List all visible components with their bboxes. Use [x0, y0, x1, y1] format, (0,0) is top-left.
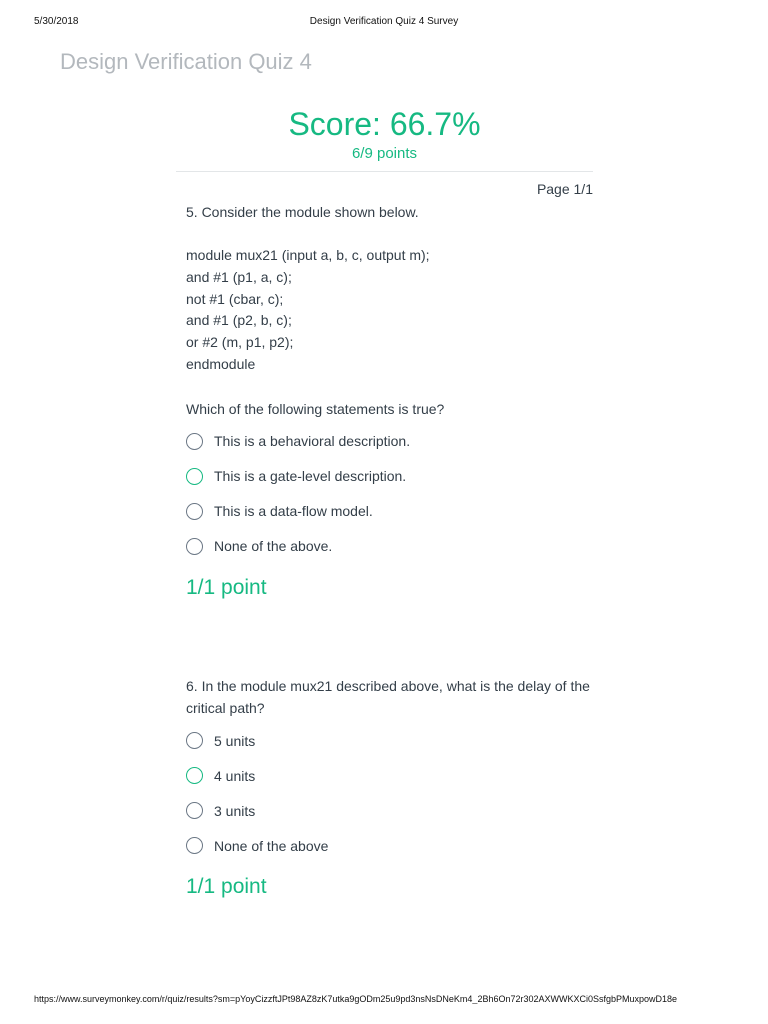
answer-option[interactable]	[186, 828, 596, 863]
print-page-title: Design Verification Quiz 4 Survey	[309, 16, 459, 27]
code-line: module mux21 (input a, b, c, output m);	[186, 247, 430, 263]
survey-title: Design Verification Quiz 4	[60, 49, 312, 74]
answer-option[interactable]	[186, 494, 596, 529]
answer-option-label: This is a behavioral description.	[214, 433, 411, 450]
footer-url: https://www.surveymonkey.com/r/quiz/results?sm=pYoyCizzftJPt98AZ8zK7utka9gODm25u9pd3nsNsDNeKm4_2Bh6On72r302AXWWKXCi0SsfgbPMuxpowD18e	[34, 994, 678, 1004]
radio-button[interactable]	[186, 837, 203, 854]
divider	[176, 171, 593, 172]
question-5-result: 1/1 point	[186, 575, 267, 599]
question-6-result: 1/1 point	[186, 875, 267, 898]
code-line: endmodule	[186, 355, 256, 372]
radio-button[interactable]	[186, 732, 203, 749]
score-percentage: Score: 66.7%	[288, 106, 481, 142]
answer-option-correct[interactable]	[186, 459, 596, 494]
score-points: 6/9 points	[351, 145, 418, 162]
radio-button[interactable]	[186, 802, 203, 819]
question-6-text: 6. In the module mux21 described above, what is the delay of the critical path?	[186, 678, 590, 716]
answer-option-label: 3 units	[214, 802, 256, 819]
question-5-text: 5. Consider the module shown below.	[186, 204, 419, 220]
code-line: not #1 (cbar, c);	[186, 290, 284, 307]
question-5	[186, 201, 596, 600]
code-line: and #1 (p1, a, c);	[186, 268, 292, 285]
radio-button[interactable]	[186, 433, 203, 450]
question-6	[186, 675, 596, 899]
answer-option-label: 5 units	[214, 732, 256, 749]
print-date: 5/30/2018	[34, 16, 79, 27]
radio-button[interactable]	[186, 503, 203, 520]
answer-option-label: None of the above	[214, 837, 329, 854]
answer-option[interactable]	[186, 793, 596, 828]
radio-button[interactable]	[186, 538, 203, 555]
question-5-prompt: Which of the following statements is true?	[186, 400, 445, 417]
answer-option-correct[interactable]	[186, 758, 596, 793]
answer-option-label: None of the above.	[214, 538, 333, 555]
print-header	[34, 16, 734, 30]
answer-option[interactable]	[186, 424, 596, 459]
code-line: and #1 (p2, b, c);	[186, 312, 292, 329]
radio-button-correct[interactable]	[186, 468, 203, 485]
page-indicator: Page 1/1	[536, 181, 593, 197]
answer-option[interactable]	[186, 529, 596, 564]
answer-option-label: 4 units	[214, 767, 256, 784]
answer-option-label: This is a gate-level description.	[214, 468, 407, 485]
radio-button-correct[interactable]	[186, 767, 203, 784]
code-line: or #2 (m, p1, p2);	[186, 334, 294, 351]
answer-option-label: This is a data-flow model.	[214, 503, 373, 520]
answer-option[interactable]	[186, 723, 596, 758]
